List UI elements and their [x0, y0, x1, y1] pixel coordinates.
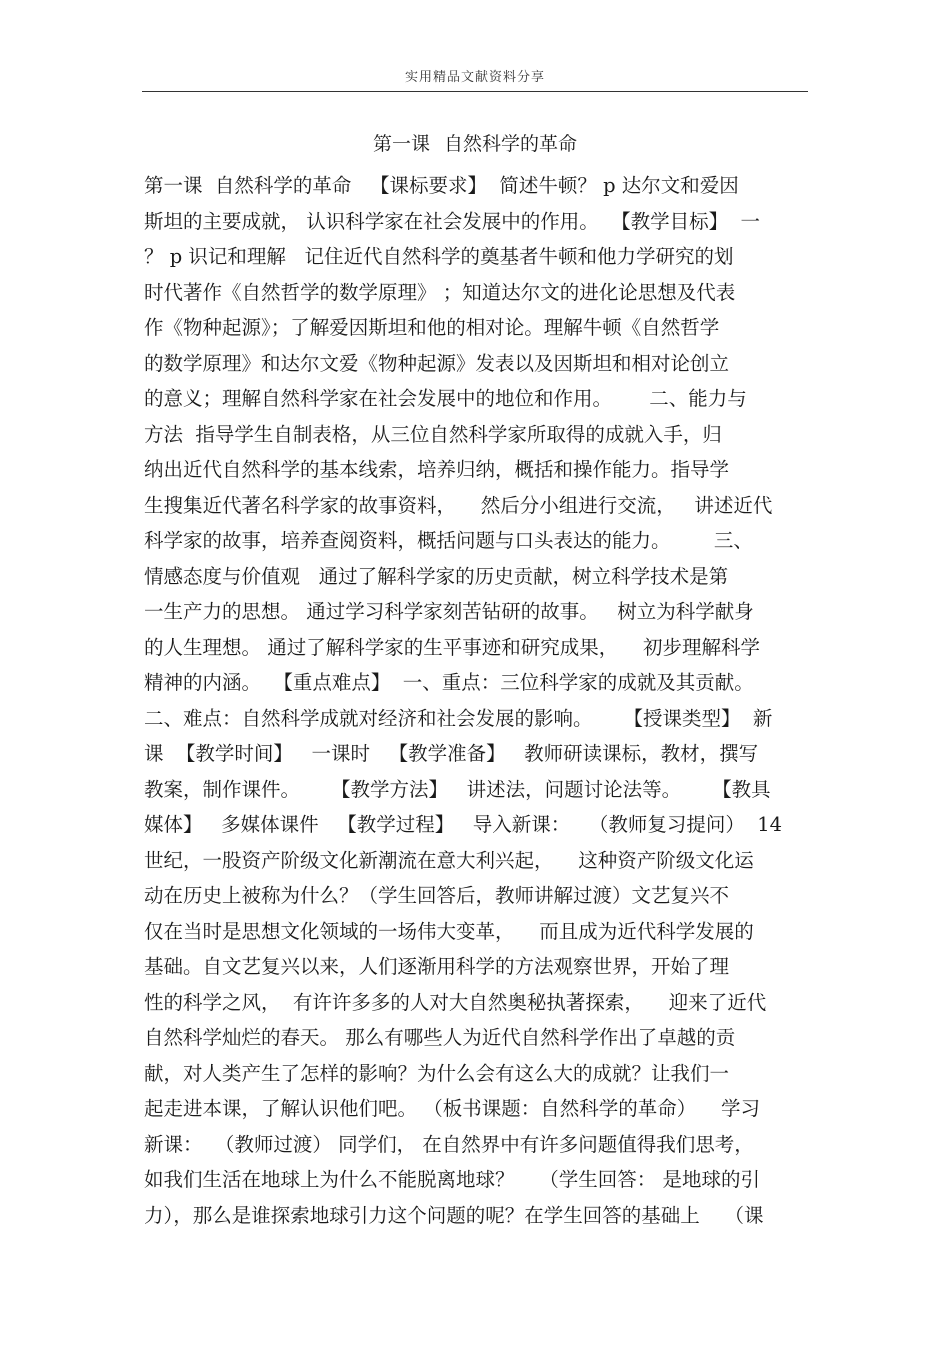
- body-line: 纳出近代自然科学的基本线索，培养归纳，概括和操作能力。指导学: [144, 458, 730, 481]
- body-line: 课 【教学时间】 一课时 【教学准备】 教师研读课标，教材，撰写: [144, 742, 759, 765]
- body-line: 如我们生活在地球上为什么不能脱离地球？ （学生回答： 是地球的引: [144, 1168, 760, 1191]
- document-body: [144, 168, 814, 1233]
- body-line: 教案，制作课件。 【教学方法】 讲述法，问题讨论法等。 【教具: [144, 777, 771, 801]
- body-line: 力），那么是谁探索地球引力这个问题的呢？在学生回答的基础上 （课: [144, 1203, 764, 1227]
- body-line: 起走进本课，了解认识他们吧。 （板书课题：自然科学的革命） 学习: [144, 1097, 760, 1120]
- body-line: 的意义；理解自然科学家在社会发展中的地位和作用。 二、能力与: [144, 387, 747, 410]
- body-line: 自然科学灿烂的春天。 那么有哪些人为近代自然科学作出了卓越的贡: [144, 1026, 736, 1049]
- body-line: 方法 指导学生自制表格，从三位自然科学家所取得的成就入手，归: [144, 422, 722, 446]
- body-line: ？ p 识记和理解 记住近代自然科学的奠基者牛顿和他力学研究的划: [144, 245, 734, 268]
- header-divider: [142, 91, 808, 92]
- body-line: 仅在当时是思想文化领域的一场伟大变革， 而且成为近代科学发展的: [144, 919, 754, 943]
- body-line: 斯坦的主要成就， 认识科学家在社会发展中的作用。 【教学目标】 一: [144, 209, 760, 233]
- body-line: 基础。自文艺复兴以来，人们逐渐用科学的方法观察世界，开始了理: [144, 955, 730, 978]
- body-line: 世纪，一股资产阶级文化新潮流在意大利兴起， 这种资产阶级文化运: [144, 848, 754, 872]
- body-line: 精神的内涵。 【重点难点】 一、重点：三位科学家的成就及其贡献。: [144, 671, 754, 694]
- body-line: 媒体】 多媒体课件 【教学过程】 导入新课： （教师复习提问） 14: [144, 813, 783, 836]
- body-line: 二、难点：自然科学成就对经济和社会发展的影响。 【授课类型】 新: [144, 706, 773, 730]
- body-line: 一生产力的思想。 通过学习科学家刻苦钻研的故事。 树立为科学献身: [144, 600, 754, 623]
- page-header: 实用精品文献资料分享: [404, 70, 545, 85]
- document-title: 第一课 自然科学的革命: [372, 133, 578, 155]
- body-line: 的数学原理》和达尔文爱《物种起源》发表以及因斯坦和相对论创立: [144, 351, 730, 375]
- body-line: 作《物种起源》；了解爱因斯坦和他的相对论。理解牛顿《自然哲学: [144, 316, 720, 339]
- body-line: 献，对人类产生了怎样的影响？为什么会有这么大的成就？让我们一: [144, 1061, 730, 1085]
- body-line: 时代著作《自然哲学的数学原理》 ；知道达尔文的进化论思想及代表: [144, 280, 736, 304]
- body-line: 动在历史上被称为什么？（学生回答后，教师讲解过渡）文艺复兴不: [144, 884, 730, 907]
- body-line: 生搜集近代著名科学家的故事资料， 然后分小组进行交流， 讲述近代: [144, 493, 773, 517]
- body-line: 科学家的故事，培养查阅资料，概括问题与口头表达的能力。 三、: [144, 529, 753, 552]
- body-line: 的人生理想。 通过了解科学家的生平事迹和研究成果， 初步理解科学: [144, 635, 760, 659]
- body-line: 新课： （教师过渡） 同学们， 在自然界中有许多问题值得我们思考，: [144, 1132, 754, 1156]
- body-line: 第一课 自然科学的革命 【课标要求】 简述牛顿？ p 达尔文和爱因: [144, 174, 739, 197]
- body-line: 性的科学之风， 有许许多多的人对大自然奥秘执著探索， 迎来了近代: [144, 990, 767, 1014]
- body-line: 情感态度与价值观 通过了解科学家的历史贡献，树立科学技术是第: [144, 564, 729, 588]
